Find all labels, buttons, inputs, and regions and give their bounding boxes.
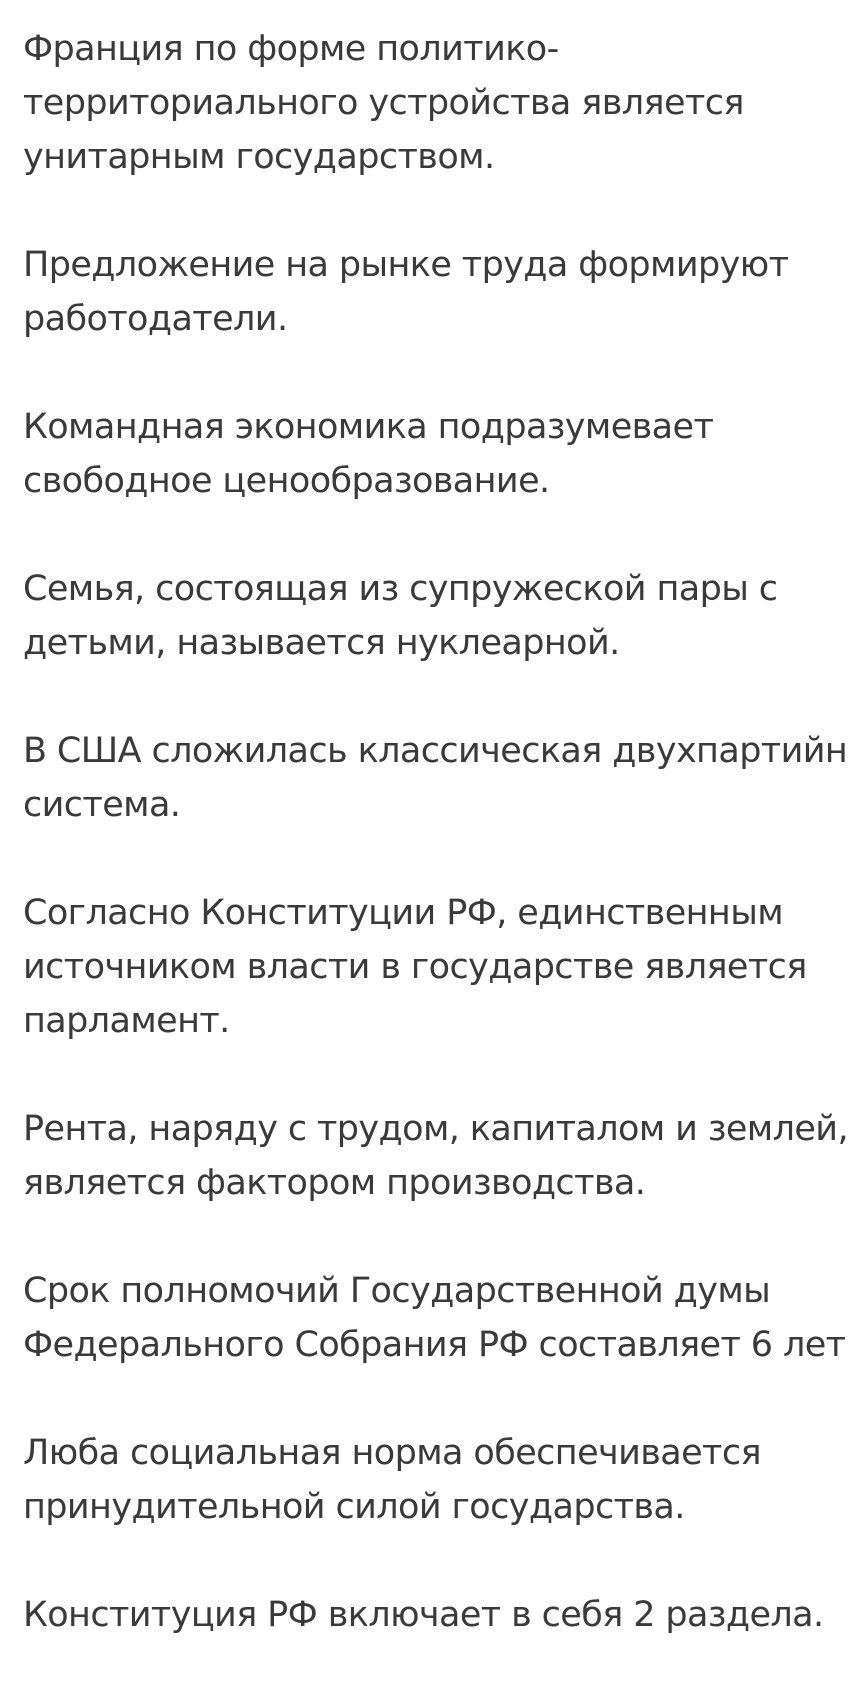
statement-source-of-power: Согласно Конституции РФ, единственным источником власти в государстве является парламент. bbox=[23, 893, 807, 1041]
statement-france-unitary: Франция по форме политико- территориального устройства является унитарным государством. bbox=[23, 29, 744, 177]
statement-constitution-sections: Конституция РФ включает в себя 2 раздела. bbox=[23, 1595, 824, 1635]
statement-nuclear-family: Семья, состоящая из супружеской пары с детьми, называется нуклеарной. bbox=[23, 569, 778, 663]
statement-list bbox=[23, 22, 864, 1696]
statement-labor-supply: Предложение на рынке труда формируют работодатели. bbox=[23, 245, 789, 339]
statement-command-economy: Командная экономика подразумевает свободное ценообразование. bbox=[23, 407, 714, 501]
statement-rent-factor: Рента, наряду с трудом, капиталом и землей, является фактором производства. bbox=[23, 1109, 848, 1203]
statement-usa-two-party: В США сложилась классическая двухпартийн система. bbox=[23, 731, 848, 825]
statement-social-norm: Люба социальная норма обеспечивается принудительной силой государства. bbox=[23, 1433, 761, 1527]
statement-duma-term: Срок полномочий Государственной думы Федерального Собрания РФ составляет 6 лет bbox=[23, 1271, 846, 1365]
